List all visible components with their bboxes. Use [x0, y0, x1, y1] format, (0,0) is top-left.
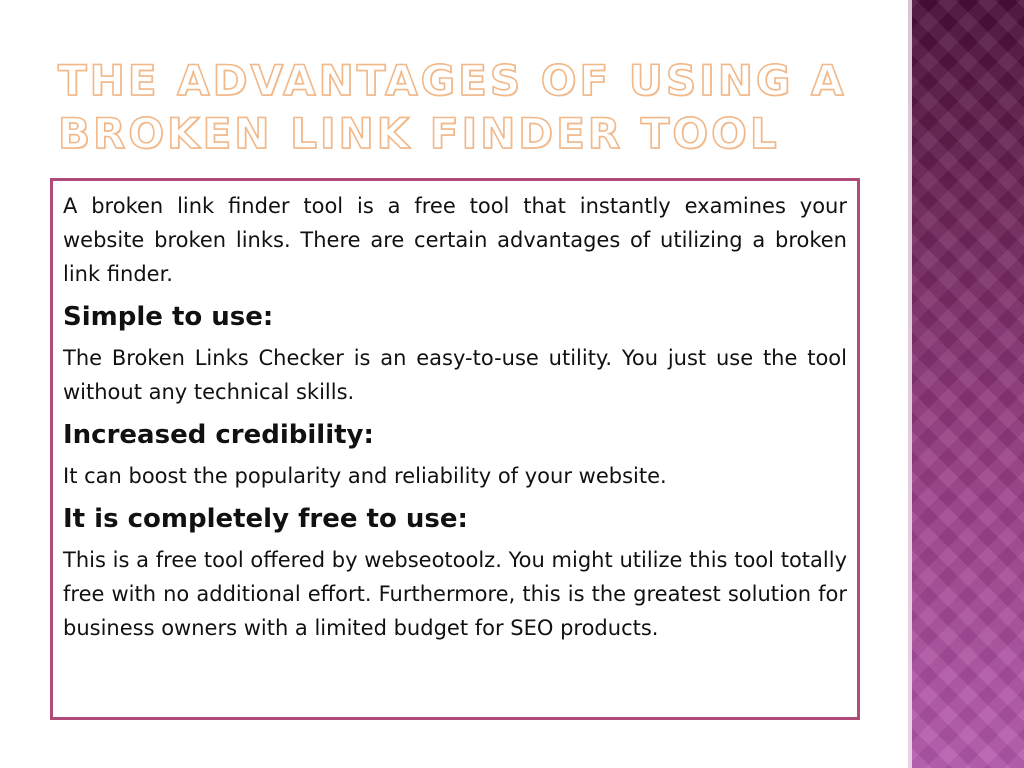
content-box — [50, 178, 860, 720]
section-heading-simple: Simple to use: — [63, 302, 274, 332]
section-body-free: This is a free tool offered by webseotoolz. You might utilize this tool totally free with no additional effort. Furthermore, this is the greatest solution for business owners with a limited budget for SEO products. — [63, 548, 847, 640]
slide-title: THE ADVANTAGES OF USING A BROKEN LINK FINDER TOOL — [58, 56, 847, 158]
section-heading-credibility: Increased credibility: — [63, 420, 374, 450]
section-heading-free: It is completely free to use: — [63, 504, 468, 534]
intro-paragraph: A broken link finder tool is a free tool that instantly examines your website broken links. There are certain advantages of utilizing a broken link finder. — [63, 194, 847, 286]
section-body-simple: The Broken Links Checker is an easy-to-use utility. You just use the tool without any technical skills. — [63, 346, 847, 404]
section-body-credibility: It can boost the popularity and reliability of your website. — [63, 464, 667, 488]
decorative-sidebar — [912, 0, 1024, 768]
